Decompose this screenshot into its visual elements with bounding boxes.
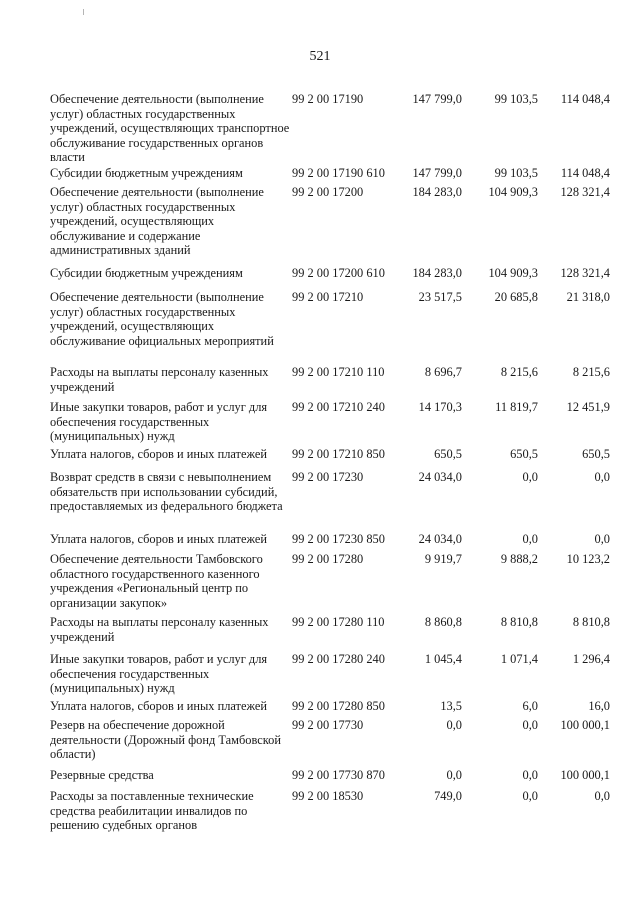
amount-col1: 0,0: [446, 718, 462, 732]
amount-col2: 104 909,3: [488, 266, 538, 280]
amount-col3: 650,5: [582, 447, 610, 461]
amount-col2: 650,5: [510, 447, 538, 461]
budget-code: 99 2 00 17280 240: [292, 652, 385, 666]
amount-col2: 104 909,3: [488, 185, 538, 199]
budget-code: 99 2 00 17190: [292, 92, 364, 106]
amount-col1: 184 283,0: [412, 185, 462, 199]
amount-col2: 99 103,5: [494, 92, 538, 106]
amount-col1: 650,5: [434, 447, 462, 461]
amount-col2: 6,0: [522, 699, 538, 713]
budget-code: 99 2 00 17210 110: [292, 365, 385, 379]
amount-col2: 0,0: [522, 768, 538, 782]
amount-col2: 20 685,8: [494, 290, 538, 304]
amount-col1: 0,0: [446, 768, 462, 782]
amount-col1: 184 283,0: [412, 266, 462, 280]
amount-col1: 147 799,0: [412, 92, 462, 106]
amount-col3: 0,0: [594, 532, 610, 546]
expense-name: Расходы на выплаты персоналу казенных учреждений: [50, 615, 269, 644]
amount-col2: 0,0: [522, 718, 538, 732]
budget-code: 99 2 00 17200: [292, 185, 364, 199]
expense-name: Субсидии бюджетным учреждениям: [50, 266, 243, 280]
budget-code: 99 2 00 17730 870: [292, 768, 385, 782]
budget-code: 99 2 00 17200 610: [292, 266, 385, 280]
amount-col1: 8 696,7: [424, 365, 462, 379]
amount-col1: 13,5: [440, 699, 462, 713]
amount-col1: 9 919,7: [424, 552, 462, 566]
amount-col2: 99 103,5: [494, 166, 538, 180]
budget-code: 99 2 00 17210 850: [292, 447, 385, 461]
amount-col3: 16,0: [588, 699, 610, 713]
budget-code: 99 2 00 17230: [292, 470, 364, 484]
expense-name: Расходы за поставленные технические средства реабилитации инвалидов по решению судебных органов: [50, 789, 254, 832]
amount-col3: 8 810,8: [572, 615, 610, 629]
amount-col1: 24 034,0: [418, 532, 462, 546]
budget-code: 99 2 00 17210 240: [292, 400, 385, 414]
expense-name: Расходы на выплаты персоналу казенных учреждений: [50, 365, 269, 394]
amount-col3: 21 318,0: [566, 290, 610, 304]
amount-col3: 114 048,4: [560, 92, 610, 106]
amount-col1: 24 034,0: [418, 470, 462, 484]
budget-code: 99 2 00 17210: [292, 290, 364, 304]
amount-col3: 10 123,2: [566, 552, 610, 566]
budget-code: 99 2 00 17730: [292, 718, 364, 732]
budget-code: 99 2 00 17230 850: [292, 532, 385, 546]
expense-name: Резервные средства: [50, 768, 154, 782]
amount-col2: 0,0: [522, 789, 538, 803]
amount-col3: 0,0: [594, 470, 610, 484]
amount-col3: 0,0: [594, 789, 610, 803]
expense-name: Иные закупки товаров, работ и услуг для обеспечения государственных (муниципальных) нужд: [50, 400, 268, 443]
amount-col2: 8 810,8: [500, 615, 538, 629]
amount-col2: 0,0: [522, 532, 538, 546]
budget-code: 99 2 00 17280 850: [292, 699, 385, 713]
amount-col1: 23 517,5: [418, 290, 462, 304]
expense-name: Резерв на обеспечение дорожной деятельности (Дорожный фонд Тамбовской области): [50, 718, 281, 761]
amount-col3: 100 000,1: [560, 718, 610, 732]
scan-mark: [83, 9, 84, 15]
budget-code: 99 2 00 18530: [292, 789, 364, 803]
amount-col2: 8 215,6: [500, 365, 538, 379]
expense-name: Субсидии бюджетным учреждениям: [50, 166, 243, 180]
expense-name: Возврат средств в связи с невыполнением обязательств при использовании субсидий, предоставляемых из федерального бюджета: [50, 470, 283, 513]
expense-name: Обеспечение деятельности (выполнение услуг) областных государственных учреждений, осуществляющих обслуживание и содержание административных зданий: [50, 185, 264, 257]
amount-col2: 9 888,2: [500, 552, 538, 566]
amount-col2: 1 071,4: [500, 652, 538, 666]
expense-name: Обеспечение деятельности Тамбовского областного государственного казенного учреждения «Региональный центр по организации закупок»: [50, 552, 263, 610]
amount-col1: 1 045,4: [424, 652, 462, 666]
budget-code: 99 2 00 17190 610: [292, 166, 385, 180]
amount-col1: 749,0: [434, 789, 462, 803]
expense-name: Уплата налогов, сборов и иных платежей: [50, 447, 268, 461]
expense-name: Иные закупки товаров, работ и услуг для обеспечения государственных (муниципальных) нужд: [50, 652, 268, 695]
page-number: 521: [309, 49, 331, 64]
amount-col3: 128 321,4: [560, 266, 610, 280]
expense-name: Уплата налогов, сборов и иных платежей: [50, 532, 268, 546]
budget-code: 99 2 00 17280 110: [292, 615, 385, 629]
amount-col3: 128 321,4: [560, 185, 610, 199]
amount-col2: 0,0: [522, 470, 538, 484]
amount-col2: 11 819,7: [495, 400, 538, 414]
amount-col3: 114 048,4: [560, 166, 610, 180]
amount-col1: 147 799,0: [412, 166, 462, 180]
amount-col3: 8 215,6: [572, 365, 610, 379]
expense-name: Обеспечение деятельности (выполнение услуг) областных государственных учреждений, осуществляющих обслуживание официальных мероприятий: [50, 290, 274, 348]
budget-code: 99 2 00 17280: [292, 552, 364, 566]
amount-col1: 14 170,3: [418, 400, 462, 414]
expense-name: Уплата налогов, сборов и иных платежей: [50, 699, 268, 713]
expense-name: Обеспечение деятельности (выполнение услуг) областных государственных учреждений, осуществляющих транспортное обслуживание государственных органов власти: [50, 92, 290, 164]
amount-col3: 1 296,4: [572, 652, 610, 666]
amount-col1: 8 860,8: [424, 615, 462, 629]
amount-col3: 12 451,9: [566, 400, 610, 414]
amount-col3: 100 000,1: [560, 768, 610, 782]
